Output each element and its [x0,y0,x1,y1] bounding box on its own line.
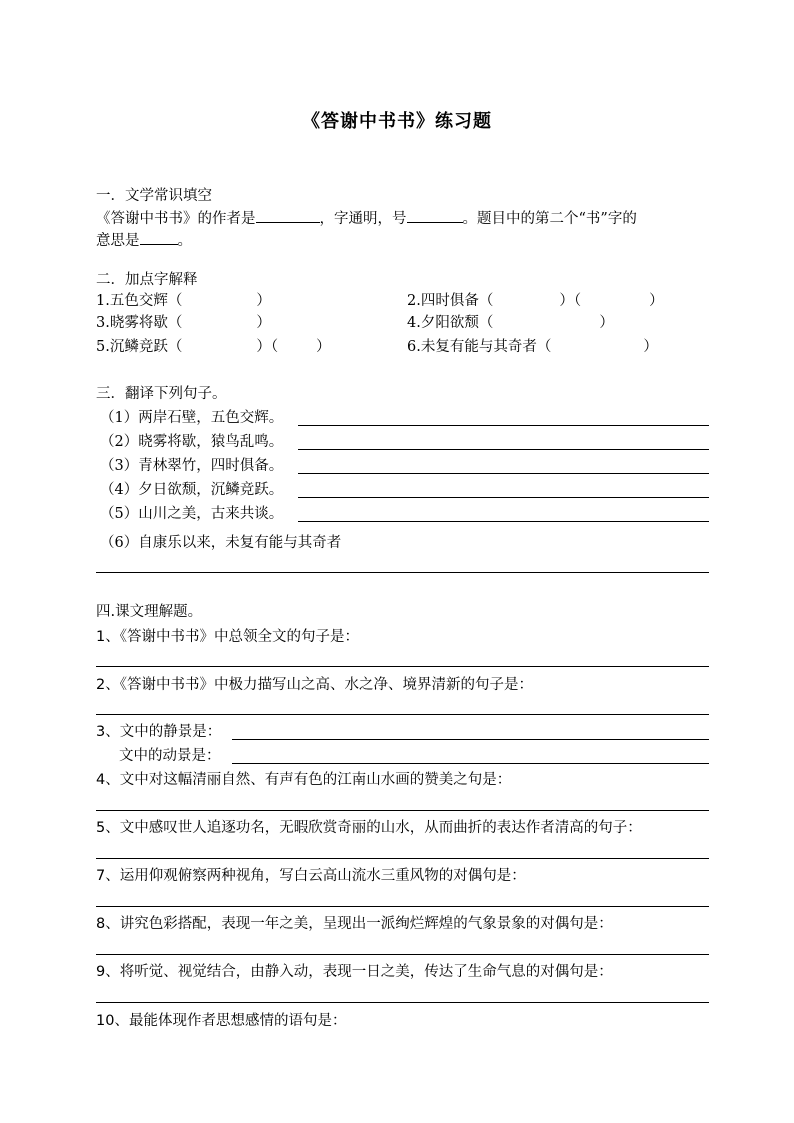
s1-text-meaning: 意思是 [96,233,140,249]
blank-author[interactable] [256,208,320,223]
s2-item-5-close: ） [316,339,331,355]
s4-question-4: 4、文中对这幅清丽自然、有声有色的江南山水画的赞美之句是： [96,772,512,788]
section-1-heading: 一．文学常识填空 [96,188,212,204]
s2-item-4 [407,313,614,333]
s3-answer-line-2[interactable] [298,449,709,450]
s3-answer-line-3[interactable] [298,473,709,474]
s3-answer-line-5[interactable] [298,521,709,522]
s2-item-1-close: ） [256,293,271,309]
s2-item-6-close: ） [643,339,658,355]
s2-item-5 [96,337,331,357]
s4-question-5: 5、文中感叹世人追逐功名，无暇欣赏奇丽的山水，从而曲折的表达作者清高的句子： [96,820,642,836]
s3-sentence-5: （5）山川之美，古来共谈。 [100,506,284,522]
s3-sentence-2: （2）晓雾将歇，猿鸟乱鸣。 [100,434,284,450]
s4-question-2: 2、《答谢中书书》中极力描写山之高、水之净、境界清新的句子是： [96,677,533,693]
s4-question-8: 8、讲究色彩搭配，表现一年之美，呈现出一派绚烂辉煌的气象景象的对偶句是： [96,916,613,932]
s3-sentence-6: （6）自康乐以来，未复有能与其奇者 [100,535,342,551]
s2-item-3 [96,313,271,333]
s2-item-4-text: 4.夕阳欲颓（ [407,315,494,331]
s2-item-1 [96,291,271,311]
blank-hao[interactable] [407,208,463,223]
s3-sentence-1: （1）两岸石壁，五色交辉。 [100,410,284,426]
section-4-heading: 四.课文理解题。 [96,604,203,620]
section-3-heading: 三．翻译下列句子。 [96,386,227,402]
page-title: 《答谢中书书》练习题 [302,111,492,132]
s4-question-3a: 3、文中的静景是： [96,724,222,740]
s4-answer-line-2[interactable] [96,714,709,715]
s4-answer-line-7[interactable] [96,906,709,907]
s4-answer-line-9[interactable] [96,1002,709,1003]
s4-answer-line-8[interactable] [96,954,709,955]
s2-item-2-text: 2.四时俱备（ [407,293,494,309]
s2-item-1-text: 1.五色交辉（ [96,293,183,309]
s2-item-2-close: ） [649,293,664,309]
s4-answer-line-5[interactable] [96,858,709,859]
s4-answer-line-1[interactable] [96,666,709,667]
s4-answer-line-3b[interactable] [232,763,709,764]
s2-item-6 [407,337,658,357]
section-2-heading: 二．加点字解释 [96,272,198,288]
s2-item-3-close: ） [256,315,271,331]
s1-line-1 [96,208,637,229]
s2-item-5-text: 5.沉鳞竞跃（ [96,339,183,355]
s3-answer-line-1[interactable] [298,425,709,426]
s1-text-author: 《答谢中书书》的作者是 [96,211,256,227]
s2-item-5-mid: ）（ [256,339,279,355]
s1-text-shu: 。题目中的第二个“书”字的 [462,211,637,227]
s3-sentence-4: （4）夕日欲颓，沉鳞竞跃。 [100,482,284,498]
s4-question-10: 10、最能体现作者思想感情的语句是： [96,1013,347,1029]
s4-question-9: 9、将听觉、视觉结合，由静入动，表现一日之美，传达了生命气息的对偶句是： [96,964,613,980]
s1-line-2 [96,230,192,251]
s2-item-2 [407,291,664,311]
s4-question-1: 1、《答谢中书书》中总领全文的句子是： [96,629,359,645]
s3-answer-line-6[interactable] [96,572,709,573]
s3-sentence-3: （3）青林翠竹，四时俱备。 [100,458,284,474]
s1-text-zi: ，字通明，号 [319,211,407,227]
s1-text-end: 。 [177,233,192,249]
s4-answer-line-3a[interactable] [232,739,709,740]
s2-item-3-text: 3.晓雾将歇（ [96,315,183,331]
s2-item-6-text: 6.未复有能与其奇者（ [407,339,552,355]
blank-meaning[interactable] [140,230,178,245]
s4-answer-line-4[interactable] [96,810,709,811]
s2-item-2-mid: ）（ [559,293,582,309]
s4-question-3b: 文中的动景是： [119,748,221,764]
s2-item-4-close: ） [599,315,614,331]
s4-question-7: 7、运用仰观俯察两种视角，写白云高山流水三重风物的对偶句是： [96,868,526,884]
s3-answer-line-4[interactable] [298,497,709,498]
